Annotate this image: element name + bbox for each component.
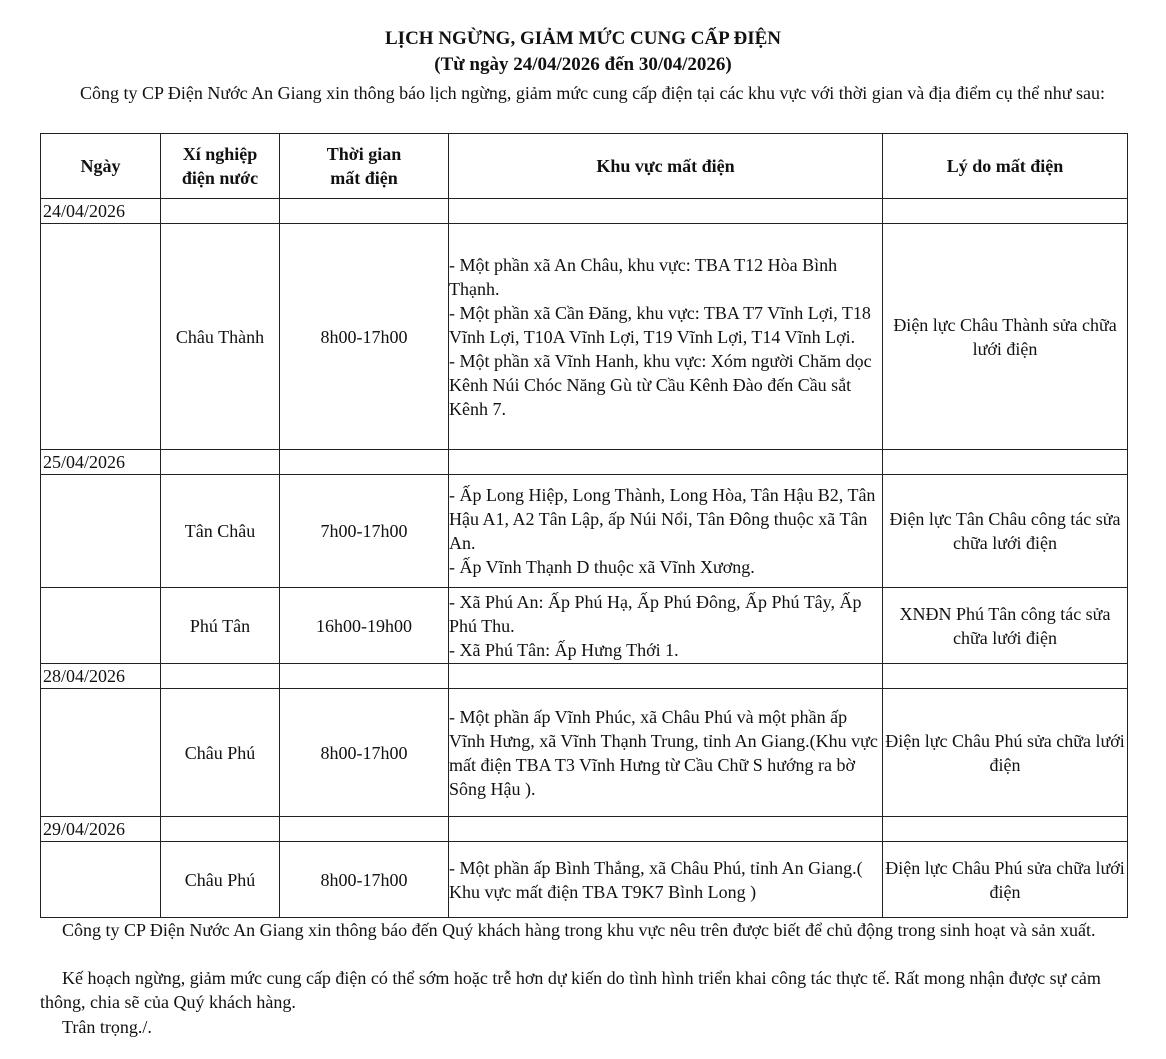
empty-cell — [280, 817, 449, 842]
enterprise-cell: Châu Phú — [161, 842, 280, 918]
empty-cell — [161, 664, 280, 689]
table-row — [41, 475, 1128, 588]
header-time — [280, 134, 449, 199]
date-row — [41, 817, 1128, 842]
header-area: Khu vực mất điện — [449, 134, 883, 199]
empty-cell — [41, 842, 161, 918]
reason-cell: Điện lực Châu Phú sửa chữa lưới điện — [883, 842, 1128, 918]
empty-cell — [280, 450, 449, 475]
header-time-line2: mất điện — [330, 168, 398, 188]
table-row — [41, 842, 1128, 918]
reason-cell: Điện lực Châu Phú sửa chữa lưới điện — [883, 689, 1128, 817]
empty-cell — [161, 199, 280, 224]
header-enterprise — [161, 134, 280, 199]
time-cell: 8h00-17h00 — [280, 842, 449, 918]
empty-cell — [449, 450, 883, 475]
header-reason: Lý do mất điện — [883, 134, 1128, 199]
reason-cell: XNĐN Phú Tân công tác sửa chữa lưới điện — [883, 588, 1128, 664]
area-line: - Một phần ấp Bình Thắng, xã Châu Phú, tỉnh An Giang.( Khu vực mất điện TBA T9K7 Bình Long ) — [449, 857, 863, 902]
header-enterprise-line2: điện nước — [181, 168, 259, 188]
document-title: LỊCH NGỪNG, GIẢM MỨC CUNG CẤP ĐIỆN — [385, 28, 781, 49]
intro-paragraph: Công ty CP Điện Nước An Giang xin thông báo lịch ngừng, giảm mức cung cấp điện tại các khu vực với thời gian và địa điểm cụ thể như sau: — [80, 83, 1105, 103]
enterprise-cell: Châu Phú — [161, 689, 280, 817]
empty-cell — [883, 199, 1128, 224]
empty-cell — [883, 817, 1128, 842]
area-cell — [449, 224, 883, 450]
area-line: - Một phần xã Vĩnh Hanh, khu vực: Xóm người Chăm dọc Kênh Núi Chóc Năng Gù từ Cầu Kênh Đào đến Cầu sắt Kênh 7. — [449, 350, 872, 419]
empty-cell — [41, 588, 161, 664]
area-line: - Ấp Long Hiệp, Long Thành, Long Hòa, Tân Hậu B2, Tân Hậu A1, A2 Tân Lập, ấp Núi Nổi, Tân Đông thuộc xã Tân An. — [449, 485, 876, 553]
area-line: - Một phần xã Cần Đăng, khu vực: TBA T7 Vĩnh Lợi, T18 Vĩnh Lợi, T10A Vĩnh Lợi, T19 Vĩnh Lợi, T14 Vĩnh Lợi. — [449, 302, 871, 347]
area-line: - Ấp Vĩnh Thạnh D thuộc xã Vĩnh Xương. — [449, 557, 755, 577]
reason-cell: Điện lực Châu Thành sửa chữa lưới điện — [883, 224, 1128, 450]
empty-cell — [449, 664, 883, 689]
empty-cell — [161, 450, 280, 475]
empty-cell — [449, 199, 883, 224]
date-cell: 25/04/2026 — [41, 450, 161, 475]
area-cell — [449, 842, 883, 918]
date-row — [41, 199, 1128, 224]
table-row — [41, 689, 1128, 817]
date-cell: 28/04/2026 — [41, 664, 161, 689]
empty-cell — [161, 817, 280, 842]
date-row — [41, 664, 1128, 689]
header-enterprise-line1: Xí nghiệp — [182, 144, 258, 164]
table-header-row — [41, 134, 1128, 199]
enterprise-cell: Châu Thành — [161, 224, 280, 450]
header-time-line1: Thời gian — [326, 144, 402, 164]
closing-paragraph-notice: Công ty CP Điện Nước An Giang xin thông báo đến Quý khách hàng trong khu vực nêu trên được biết để chủ động trong sinh hoạt và sản xuất. — [62, 920, 1096, 940]
enterprise-cell: Tân Châu — [161, 475, 280, 588]
table-row — [41, 224, 1128, 450]
enterprise-cell: Phú Tân — [161, 588, 280, 664]
empty-cell — [41, 689, 161, 817]
time-cell: 7h00-17h00 — [280, 475, 449, 588]
area-line: - Xã Phú An: Ấp Phú Hạ, Ấp Phú Đông, Ấp Phú Tây, Ấp Phú Thu. — [449, 591, 862, 636]
date-cell: 24/04/2026 — [41, 199, 161, 224]
time-cell: 8h00-17h00 — [280, 689, 449, 817]
empty-cell — [280, 199, 449, 224]
header-date: Ngày — [41, 134, 161, 199]
outage-schedule-table — [40, 133, 1128, 918]
area-cell — [449, 689, 883, 817]
area-cell — [449, 588, 883, 664]
empty-cell — [41, 475, 161, 588]
empty-cell — [449, 817, 883, 842]
time-cell: 16h00-19h00 — [280, 588, 449, 664]
date-cell: 29/04/2026 — [41, 817, 161, 842]
empty-cell — [883, 450, 1128, 475]
reason-cell: Điện lực Tân Châu công tác sửa chữa lưới điện — [883, 475, 1128, 588]
area-cell — [449, 475, 883, 588]
area-line: - Một phần xã An Châu, khu vực: TBA T12 Hòa Bình Thạnh. — [449, 254, 838, 299]
table-row — [41, 588, 1128, 664]
empty-cell — [883, 664, 1128, 689]
date-row — [41, 450, 1128, 475]
empty-cell — [280, 664, 449, 689]
area-line: - Xã Phú Tân: Ấp Hưng Thới 1. — [449, 639, 679, 660]
closing-paragraph-plan: Kế hoạch ngừng, giảm mức cung cấp điện có thể sớm hoặc trễ hơn dự kiến do tình hình triển khai công tác thực tế. Rất mong nhận được sự cảm thông, chia sẽ của Quý khách hàng. — [40, 968, 1101, 1012]
closing-signoff: Trân trọng./. — [62, 1017, 152, 1037]
document-subtitle: (Từ ngày 24/04/2026 đến 30/04/2026) — [434, 54, 732, 75]
time-cell: 8h00-17h00 — [280, 224, 449, 450]
empty-cell — [41, 224, 161, 450]
area-line: - Một phần ấp Vĩnh Phúc, xã Châu Phú và một phần ấp Vĩnh Hưng, xã Vĩnh Thạnh Trung, tỉnh An Giang.(Khu vực mất điện TBA T3 Vĩnh Hưng từ Cầu Chữ S hướng ra bờ Sông Hậu ). — [449, 706, 878, 799]
